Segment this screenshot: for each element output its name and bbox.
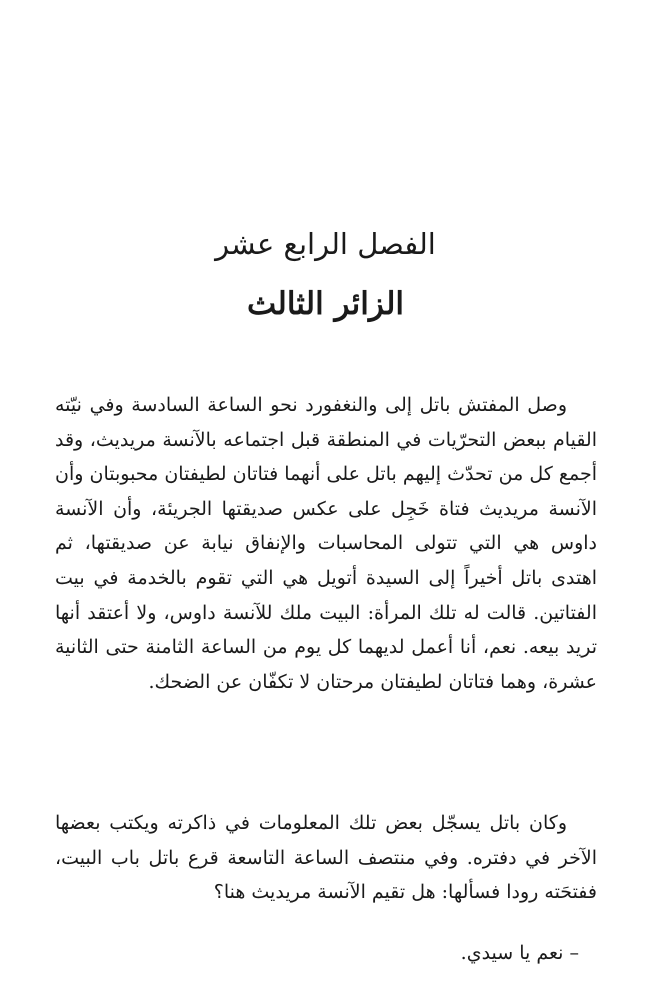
paragraph-2: وكان باتل يسجّل بعض تلك المعلومات في ذاكرته ويكتب بعضها الآخر في دفتره. وفي منتصف الساعة التاسعة قرع باتل باب البيت، ففتحَته رودا فسألها: هل تقيم الآنسة مريديث هنا؟ bbox=[55, 812, 597, 904]
paragraph-3-dialogue: – نعم يا سيدي. bbox=[460, 942, 579, 964]
paragraph-1: وصل المفتش باتل إلى والنغفورد نحو الساعة السادسة وفي نيّته القيام ببعض التحرّيات في المنطقة قبل اجتماعه بالآنسة مريديث، وقد أجمع كل من تحدّث إليهم باتل على أنهما فتاتان لطيفتان محبوبتان وأن الآنسة مريديث فتاة خَجِل على عكس صديقتها الجريئة، وأن الآنسة داوس هي التي تتولى المحاسبات والإنفاق نيابة عن صديقتها، ثم اهتدى باتل أخيراً إلى السيدة أتويل هي التي تقوم بالخدمة في بيت الفتاتين. قالت له تلك المرأة: البيت ملك للآنسة داوس، ولا أعتقد أنها تريد بيعه. نعم، أنا أعمل لديهما كل يوم من الساعة الثامنة حتى الثانية عشرة، وهما فتاتان لطيفتان مرحتان لا تكفّان عن الضحك. bbox=[55, 394, 597, 693]
chapter-title: الزائر الثالث bbox=[246, 286, 405, 322]
chapter-number: الفصل الرابع عشر bbox=[215, 227, 436, 261]
